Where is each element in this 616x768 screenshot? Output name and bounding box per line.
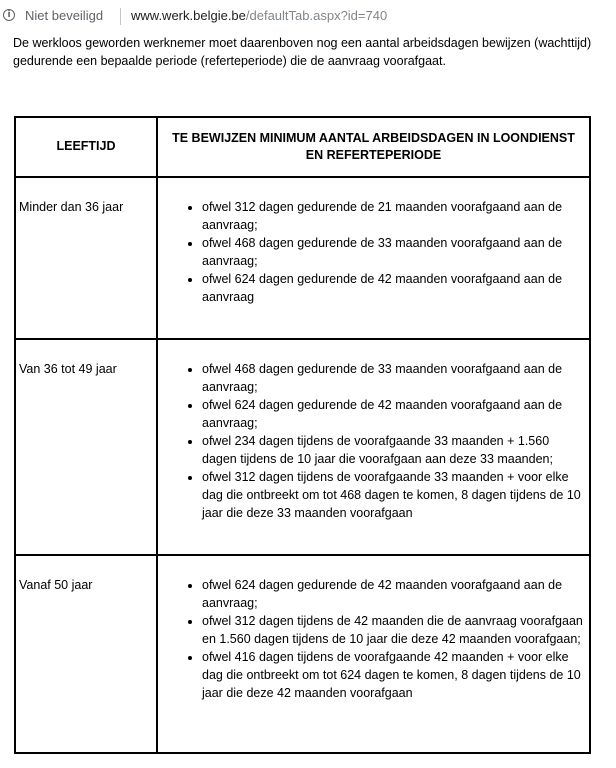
url-path: /defaultTab.aspx?id=740 xyxy=(245,8,388,23)
requirements-table xyxy=(14,116,591,754)
requirements-cell xyxy=(157,177,590,339)
options-list xyxy=(162,198,585,306)
info-icon[interactable]: i xyxy=(3,9,15,21)
list-item: • ofwel 312 dagen tijdens de 42 maanden die de aanvraag voorafgaan en 1.560 dagen tijdens de 10 jaar die deze 42 maanden voorafgaan; xyxy=(202,612,585,648)
header-age: LEEFTIJD xyxy=(15,117,157,177)
address-divider xyxy=(120,8,121,25)
age-cell: Minder dan 36 jaar xyxy=(15,177,157,339)
header-requirements: TE BEWIJZEN MINIMUM AANTAL ARBEIDSDAGEN IN LOONDIENST EN REFERTEPERIODE xyxy=(157,117,590,177)
security-label[interactable]: Niet beveiligd xyxy=(25,8,104,23)
list-item: • ofwel 468 dagen gedurende de 33 maanden voorafgaand aan de aanvraag; xyxy=(202,234,585,270)
intro-paragraph: De werkloos geworden werknemer moet daarenboven nog een aantal arbeidsdagen bewijzen (wachttijd) gedurende een bepaalde periode (referteperiode) die de aanvraag voorafgaat. xyxy=(13,36,592,68)
list-item: • ofwel 416 dagen tijdens de voorafgaande 42 maanden + voor elke dag die ontbreekt om tot 624 dagen te komen, 8 dagen tijdens de 10 jaar die deze 42 maanden voorafgaan xyxy=(202,648,585,702)
list-item: • ofwel 624 dagen gedurende de 42 maanden voorafgaand aan de aanvraag; xyxy=(202,396,585,432)
table-header-row xyxy=(15,117,590,177)
list-item: • ofwel 312 dagen tijdens de voorafgaande 33 maanden + voor elke dag die ontbreekt om tot 468 dagen te komen, 8 dagen tijdens de 10 jaar die deze 33 maanden voorafgaan xyxy=(202,468,585,522)
requirements-cell xyxy=(157,339,590,555)
url-text[interactable] xyxy=(131,8,387,23)
address-bar[interactable] xyxy=(0,0,616,32)
list-item: • ofwel 234 dagen tijdens de voorafgaande 33 maanden + 1.560 dagen tijdens de 10 jaar die voorafgaan aan deze 33 maanden; xyxy=(202,432,585,468)
url-host: www.werk.belgie.be xyxy=(131,8,246,23)
age-cell: Van 36 tot 49 jaar xyxy=(15,339,157,555)
requirements-cell xyxy=(157,555,590,753)
table-row xyxy=(15,555,590,753)
table-row xyxy=(15,177,590,339)
list-item: • ofwel 468 dagen gedurende de 33 maanden voorafgaand aan de aanvraag; xyxy=(202,360,585,396)
list-item: • ofwel 624 dagen gedurende de 42 maanden voorafgaand aan de aanvraag; xyxy=(202,576,585,612)
table-row xyxy=(15,339,590,555)
age-cell: Vanaf 50 jaar xyxy=(15,555,157,753)
options-list xyxy=(162,360,585,522)
list-item: • ofwel 312 dagen gedurende de 21 maanden voorafgaand aan de aanvraag; xyxy=(202,198,585,234)
options-list xyxy=(162,576,585,702)
list-item: • ofwel 624 dagen gedurende de 42 maanden voorafgaand aan de aanvraag xyxy=(202,270,585,306)
